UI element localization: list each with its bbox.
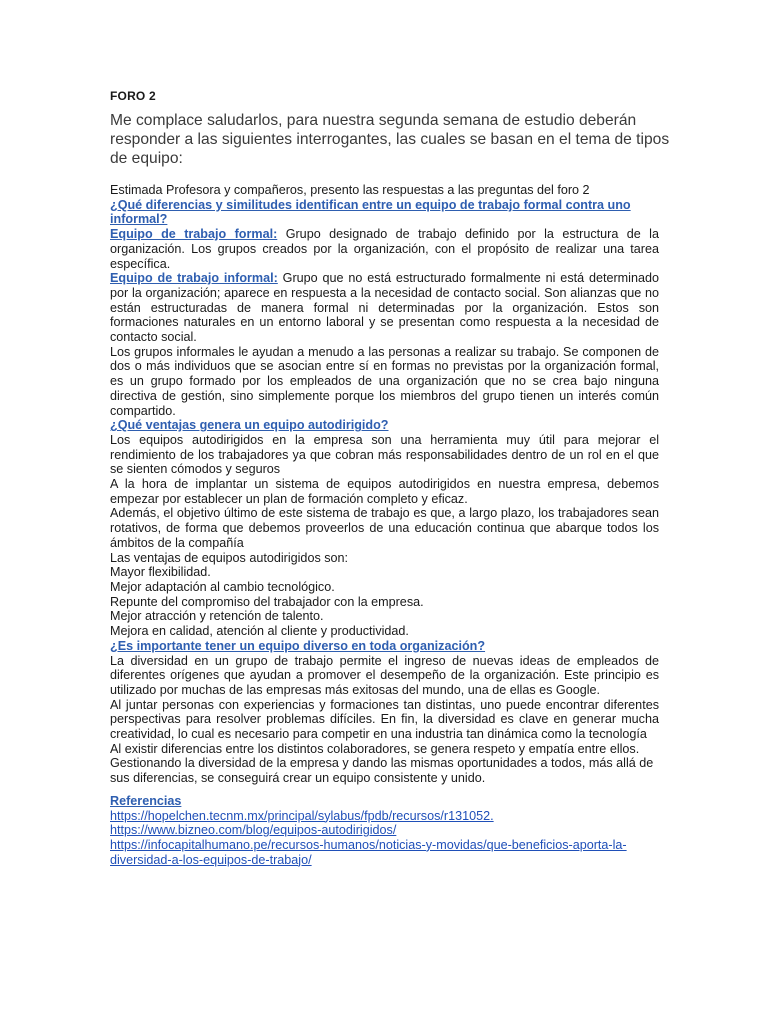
diversity-paragraph-2: Al juntar personas con experiencias y formaciones tan distintas, uno puede encontrar diferentes perspectivas para resolver problemas difíciles. En fin, la diversidad es clave en generar mucha creatividad, lo cual es necesario para competir en una industria tan dinámica como la tecnología xyxy=(110,697,659,742)
question-3-heading: ¿Es importante tener un equipo diverso en toda organización? xyxy=(110,638,486,653)
self-directed-paragraph-1: Los equipos autodirigidos en la empresa son una herramienta muy útil para mejorar el rendimiento de los trabajadores ya que cobran más responsabilidades dentro de un rol en el que se sienten cómodos y seguros xyxy=(110,432,659,477)
question-2-heading: ¿Qué ventajas genera un equipo autodirigido? xyxy=(110,418,389,433)
intro-paragraph: Me complace saludarlos, para nuestra segunda semana de estudio deberán responder a las siguientes interrogantes, las cuales se basan en el tema de tipos de equipo: xyxy=(110,112,670,167)
informal-team-paragraph xyxy=(110,271,659,345)
greeting-line: Estimada Profesora y compañeros, presento las respuestas a las preguntas del foro 2 xyxy=(110,183,590,197)
self-directed-paragraph-3: Además, el objetivo último de este sistema de trabajo es que, a largo plazo, los trabajadores sean rotativos, de forma que debemos proveerlos de una educación continua que abarque todos los ámbitos de la compañía xyxy=(110,506,659,550)
advantage-item: Repunte del compromiso del trabajador con la empresa. xyxy=(110,594,424,609)
advantages-list-title: Las ventajas de equipos autodirigidos son: xyxy=(110,550,349,565)
formal-team-text: Grupo designado de trabajo definido por la estructura de la organización. Los grupos creados por la organización, con el propósito de realizar una tarea específica. xyxy=(110,227,659,271)
diversity-paragraph-1: La diversidad en un grupo de trabajo permite el ingreso de nuevas ideas de empleados de diferentes orígenes que ayudan a promover el desempeño de la organización. Este principio es utilizado por muchas de las empresas más exitosas del mundo, una de ellas es Google. xyxy=(110,653,659,697)
reference-link[interactable]: https://infocapitalhumano.pe/recursos-humanos/noticias-y-movidas/que-beneficios-aporta-la-diversidad-a-los-equipos-de-trabajo/ xyxy=(110,837,627,867)
advantage-item: Mejora en calidad, atención al cliente y productividad. xyxy=(110,624,409,639)
page-title: FORO 2 xyxy=(110,89,156,103)
advantage-item: Mejor adaptación al cambio tecnológico. xyxy=(110,579,335,594)
reference-link[interactable]: https://hopelchen.tecnm.mx/principal/sylabus/fpdb/recursos/r131052. xyxy=(110,808,494,823)
formal-team-label: Equipo de trabajo formal: xyxy=(110,227,278,242)
question-1-heading: ¿Qué diferencias y similitudes identifican entre un equipo de trabajo formal contra uno informal? xyxy=(110,197,631,227)
informal-groups-paragraph: Los grupos informales le ayudan a menudo a las personas a realizar su trabajo. Se componen de dos o más individuos que se asocian entre sí en formas no previstas por la organización formal, es un grupo formado por los empleados de una organización que no se crea bajo ninguna directiva de gestión, sino simplemente porque los miembros del grupo tienen un interés común compartido. xyxy=(110,344,659,418)
informal-team-label: Equipo de trabajo informal: xyxy=(110,271,278,286)
advantage-item: Mayor flexibilidad. xyxy=(110,565,211,580)
document-body xyxy=(110,183,659,867)
reference-link[interactable]: https://www.bizneo.com/blog/equipos-autodirigidos/ xyxy=(110,823,397,838)
advantage-item: Mejor atracción y retención de talento. xyxy=(110,609,324,624)
self-directed-paragraph-2: A la hora de implantar un sistema de equipos autodirigidos en nuestra empresa, debemos empezar por establecer un plan de formación completo y eficaz. xyxy=(110,477,659,506)
references-heading: Referencias xyxy=(110,793,182,808)
informal-team-text: Grupo que no está estructurado formalmente ni está determinado por la organización; aparece en respuesta a la necesidad de contacto social. Son alianzas que no están estructuradas de manera formal ni determinadas por la organización. Estos son formaciones naturales en un entorno laboral y se presentan como respuesta a la necesidad de contacto social. xyxy=(110,271,659,345)
diversity-paragraph-3: Al existir diferencias entre los distintos colaboradores, se genera respeto y empatía entre ellos. Gestionando la diversidad de la empresa y dando las mismas oportunidades a todos, más allá de sus diferencias, se conseguirá crear un equipo consistente y unido. xyxy=(110,741,654,786)
formal-team-paragraph xyxy=(110,227,659,271)
